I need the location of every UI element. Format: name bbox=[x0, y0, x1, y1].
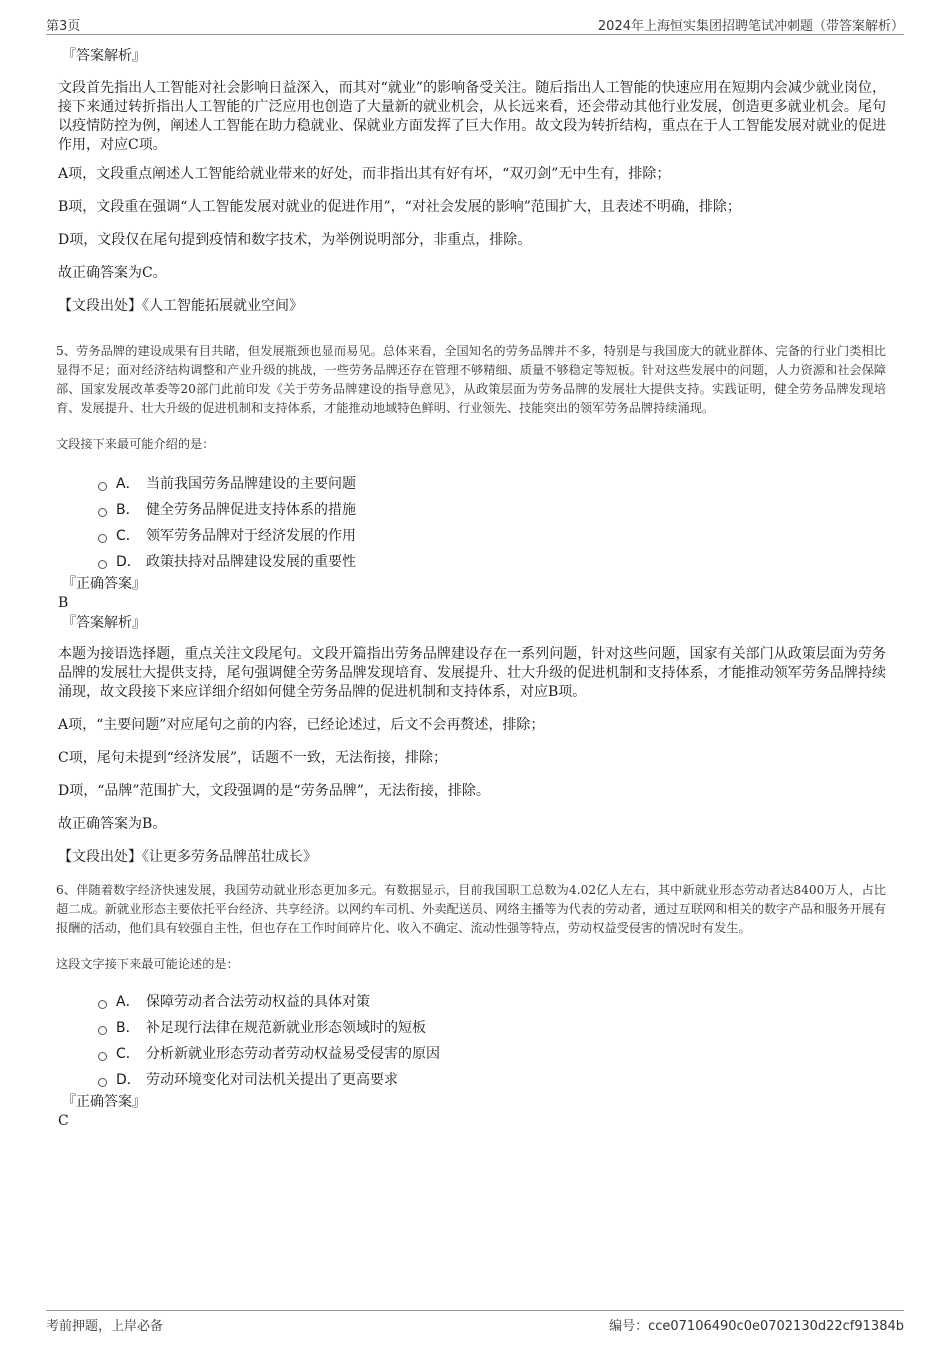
option-d[interactable] bbox=[98, 1066, 886, 1092]
final-answer: 故正确答案为B。 bbox=[58, 816, 167, 832]
option-text: 劳动环境变化对司法机关提出了更高要求 bbox=[146, 1072, 398, 1088]
option-b[interactable] bbox=[98, 496, 886, 522]
option-a[interactable] bbox=[98, 470, 886, 496]
option-d[interactable] bbox=[98, 548, 886, 574]
radio-icon[interactable] bbox=[98, 560, 107, 569]
option-text: 补足现行法律在规范新就业形态领域时的短板 bbox=[146, 1020, 426, 1036]
radio-icon[interactable] bbox=[98, 508, 107, 517]
option-c[interactable] bbox=[98, 1040, 886, 1066]
correct-answer: B bbox=[58, 595, 69, 611]
option-letter: A． bbox=[116, 994, 140, 1010]
explain-label: 『答案解析』 bbox=[62, 48, 146, 64]
explain-option-d: D项，文段仅在尾句提到疫情和数字技术，为举例说明部分，非重点，排除。 bbox=[58, 232, 532, 248]
page-header bbox=[46, 12, 904, 35]
option-text: 分析新就业形态劳动者劳动权益易受侵害的原因 bbox=[146, 1046, 440, 1062]
option-letter: A． bbox=[116, 476, 140, 492]
explain-option-c: C项，尾句未提到“经济发展”，话题不一致，无法衔接，排除； bbox=[58, 750, 448, 766]
question-6-options bbox=[98, 988, 886, 1092]
explain-option-b: B项，文段重在强调“人工智能发展对就业的促进作用”，“对社会发展的影响”范围扩大，且表述不明确，排除； bbox=[58, 199, 741, 215]
radio-icon[interactable] bbox=[98, 534, 107, 543]
radio-icon[interactable] bbox=[98, 482, 107, 491]
radio-icon[interactable] bbox=[98, 1000, 107, 1009]
radio-icon[interactable] bbox=[98, 1026, 107, 1035]
radio-icon[interactable] bbox=[98, 1078, 107, 1087]
option-text: 当前我国劳务品牌建设的主要问题 bbox=[146, 476, 356, 492]
correct-answer: C bbox=[58, 1113, 69, 1129]
option-letter: C． bbox=[116, 528, 140, 544]
question-6-prompt: 这段文字接下来最可能论述的是： bbox=[56, 957, 239, 971]
page-content bbox=[56, 46, 886, 1131]
option-b[interactable] bbox=[98, 1014, 886, 1040]
explain-option-d: D项，“品牌”范围扩大，文段强调的是“劳务品牌”，无法衔接，排除。 bbox=[58, 783, 490, 799]
passage-source: 【文段出处】《让更多劳务品牌茁壮成长》 bbox=[58, 849, 317, 865]
option-letter: B． bbox=[116, 502, 140, 518]
option-text: 政策扶持对品牌建设发展的重要性 bbox=[146, 554, 356, 570]
answer-label: 『正确答案』 bbox=[62, 1094, 146, 1110]
option-letter: D． bbox=[116, 1072, 141, 1088]
question-6-text: 6、伴随着数字经济快速发展，我国劳动就业形态更加多元。有数据显示，目前我国职工总数为4.02亿人左右，其中新就业形态劳动者达8400万人，占比超二成。新就业形态主要依托平台经济、共享经济。以网约车司机、外卖配送员、网络主播等为代表的劳动者，通过互联网和相关的数字产品和服务开展有报酬的活动，他们具有较强自主性，但也存在工作时间碎片化、收入不确定、流动性强等特点，劳动权益受侵害的情况时有发生。 bbox=[56, 883, 886, 935]
document-title: 2024年上海恒实集团招聘笔试冲刺题（带答案解析） bbox=[597, 19, 904, 34]
question-5-text: 5、劳务品牌的建设成果有目共睹，但发展瓶颈也显而易见。总体来看，全国知名的劳务品牌并不多，特别是与我国庞大的就业群体、完备的行业门类相比显得不足；面对经济结构调整和产业升级的挑战，一些劳务品牌还存在管理不够精细、质量不够稳定等短板。针对这些发展中的问题，人力资源和社会保障部、国家发展改革委等20部门此前印发《关于劳务品牌建设的指导意见》，从政策层面为劳务品牌的发展壮大提供支持。实践证明，健全劳务品牌发现培育、发展提升、壮大升级的促进机制和支持体系，才能推动地域特色鲜明、行业领先、技能突出的领军劳务品牌持续涌现。 bbox=[56, 344, 886, 415]
explain-text: 文段首先指出人工智能对社会影响日益深入，而其对“就业”的影响备受关注。随后指出人工智能的快速应用在短期内会减少就业岗位，接下来通过转折指出人工智能的广泛应用也创造了大量新的就业机会，从长远来看，还会带动其他行业发展，创造更多就业机会。尾句以疫情防控为例，阐述人工智能在助力稳就业、保就业方面发挥了巨大作用。故文段为转折结构，重点在于人工智能发展对就业的促进作用，对应C项。 bbox=[58, 80, 886, 153]
radio-icon[interactable] bbox=[98, 1052, 107, 1061]
explain-option-a: A项，“主要问题”对应尾句之前的内容，已经论述过，后文不会再赘述，排除； bbox=[58, 717, 545, 733]
question-5-options bbox=[98, 470, 886, 574]
answer-label: 『正确答案』 bbox=[62, 576, 146, 592]
question-5-prompt: 文段接下来最可能介绍的是： bbox=[56, 437, 215, 451]
page-number: 第3页 bbox=[46, 19, 81, 34]
option-c[interactable] bbox=[98, 522, 886, 548]
document-id: 编号：cce07106490c0e0702130d22cf91384b bbox=[609, 1319, 904, 1334]
footer-slogan: 考前押题，上岸必备 bbox=[46, 1319, 164, 1334]
option-text: 保障劳动者合法劳动权益的具体对策 bbox=[146, 994, 370, 1010]
explain-option-a: A项，文段重点阐述人工智能给就业带来的好处，而非指出其有好有坏，“双刃剑”无中生有，排除； bbox=[58, 166, 671, 182]
explain-text: 本题为接语选择题，重点关注文段尾句。文段开篇指出劳务品牌建设存在一系列问题，针对这些问题，国家有关部门从政策层面为劳务品牌的发展壮大提供支持，尾句强调健全劳务品牌发现培育、发展提升、壮大升级的促进机制和支持体系，才能推动领军劳务品牌持续涌现，故文段接下来应详细介绍如何健全劳务品牌的促进机制和支持体系，对应B项。 bbox=[58, 646, 886, 700]
option-letter: C． bbox=[116, 1046, 140, 1062]
passage-source: 【文段出处】《人工智能拓展就业空间》 bbox=[58, 298, 303, 314]
page-footer bbox=[46, 1310, 904, 1337]
option-text: 领军劳务品牌对于经济发展的作用 bbox=[146, 528, 356, 544]
option-text: 健全劳务品牌促进支持体系的措施 bbox=[146, 502, 356, 518]
option-letter: B． bbox=[116, 1020, 140, 1036]
final-answer: 故正确答案为C。 bbox=[58, 265, 167, 281]
option-a[interactable] bbox=[98, 988, 886, 1014]
option-letter: D． bbox=[116, 554, 141, 570]
explain-label: 『答案解析』 bbox=[62, 615, 146, 631]
